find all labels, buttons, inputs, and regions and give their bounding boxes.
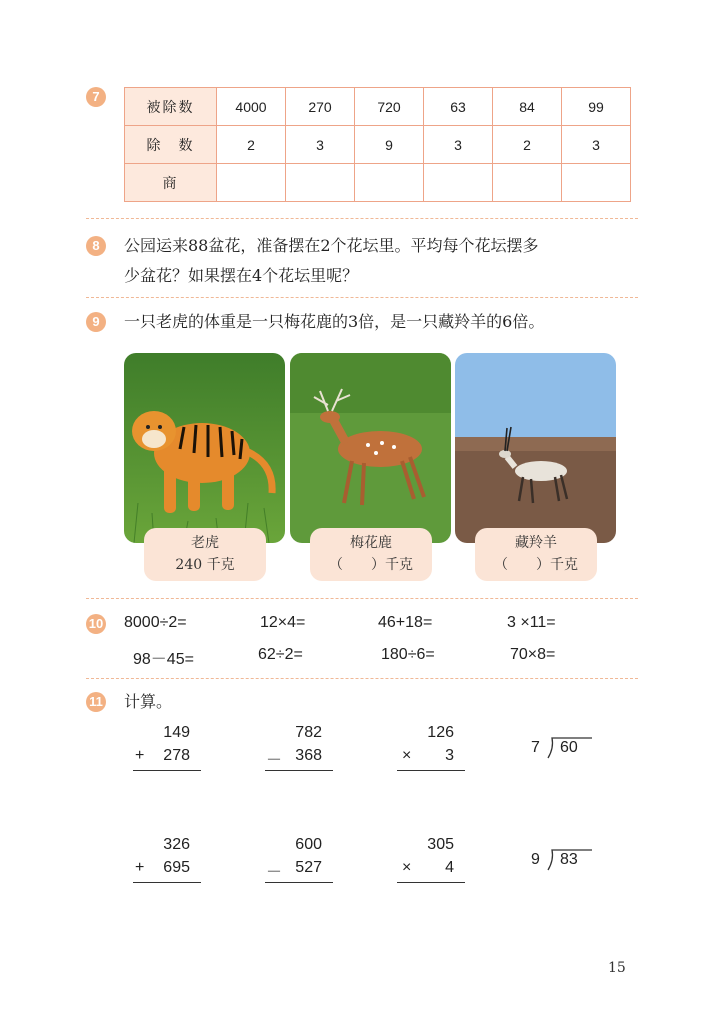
page-number: 15: [608, 960, 626, 976]
oral-calc-item: 98－45=: [133, 651, 194, 668]
answer-cell[interactable]: [493, 164, 562, 202]
table-cell: 2: [493, 126, 562, 164]
question-11-title: 计算。: [124, 692, 173, 711]
table-cell: 4000: [217, 88, 286, 126]
table-cell: 84: [493, 88, 562, 126]
calc-underline: [397, 882, 465, 883]
times-sign: ×: [402, 747, 412, 764]
divisor: 7: [531, 739, 540, 756]
deer-weight-blank[interactable]: （ ）千克: [329, 557, 413, 573]
antelope-weight-blank[interactable]: （ ）千克: [494, 557, 578, 573]
quotient-label: 商: [125, 164, 217, 202]
deer-name: 梅花鹿: [350, 535, 392, 551]
oral-calc-item: 46+18=: [378, 614, 433, 631]
section-divider: [86, 598, 638, 599]
calc-underline: [133, 770, 201, 771]
table-row: [125, 88, 631, 126]
question-9-badge: 9: [86, 312, 106, 332]
tiger-weight: 240 千克: [175, 557, 235, 573]
deer-caption: [310, 528, 432, 581]
question-10-badge: 10: [86, 614, 106, 634]
sika-deer-photo: [290, 353, 451, 543]
calc-bottom-number: 278: [163, 747, 190, 764]
answer-cell[interactable]: [217, 164, 286, 202]
antelope-caption: [475, 528, 597, 581]
question-11-badge: 11: [86, 692, 106, 712]
minus-sign: －: [266, 752, 283, 769]
question-8-badge: 8: [86, 236, 106, 256]
table-cell: 3: [286, 126, 355, 164]
tibetan-antelope-photo: [455, 353, 616, 543]
calc-bottom-number: 695: [163, 859, 190, 876]
calc-top-number: 149: [163, 724, 190, 741]
calc-top-number: 326: [163, 836, 190, 853]
dividend: 83: [560, 851, 578, 868]
table-cell: 720: [355, 88, 424, 126]
table-cell: 2: [217, 126, 286, 164]
oral-calc-item: 180÷6=: [381, 646, 435, 663]
calc-bottom-number: 527: [295, 859, 322, 876]
antelope-name: 藏羚羊: [515, 535, 557, 551]
answer-cell[interactable]: [424, 164, 493, 202]
table-cell: 3: [562, 126, 631, 164]
divisor-label: 除 数: [125, 126, 217, 164]
table-cell: 99: [562, 88, 631, 126]
tiger-photo: [124, 353, 285, 543]
tiger-name: 老虎: [191, 535, 219, 551]
calc-bottom-number: 368: [295, 747, 322, 764]
calc-bottom-number: 4: [445, 859, 454, 876]
table-cell: 270: [286, 88, 355, 126]
table-cell: 9: [355, 126, 424, 164]
section-divider: [86, 218, 638, 219]
calc-underline: [265, 882, 333, 883]
answer-cell[interactable]: [562, 164, 631, 202]
section-divider: [86, 297, 638, 298]
answer-cell[interactable]: [286, 164, 355, 202]
oral-calc-item: 3 ×11=: [507, 614, 556, 631]
calc-top-number: 126: [427, 724, 454, 741]
calc-underline: [397, 770, 465, 771]
table-cell: 63: [424, 88, 493, 126]
question-8-line-1: 公园运来88盆花，准备摆在2个花坛里。平均每个花坛摆多: [124, 236, 539, 255]
table-row: [125, 126, 631, 164]
oral-calc-item: 12×4=: [260, 614, 306, 631]
calc-top-number: 600: [295, 836, 322, 853]
question-9-text: 一只老虎的体重是一只梅花鹿的3倍，是一只藏羚羊的6倍。: [124, 312, 545, 331]
calc-top-number: 305: [427, 836, 454, 853]
calc-underline: [265, 770, 333, 771]
table-row: [125, 164, 631, 202]
plus-sign: +: [135, 747, 145, 764]
dividend: 60: [560, 739, 578, 756]
oral-calc-item: 62÷2=: [258, 646, 303, 663]
calc-top-number: 782: [295, 724, 322, 741]
dividend-label: 被除数: [125, 88, 217, 126]
division-table: [124, 87, 631, 202]
section-divider: [86, 678, 638, 679]
question-7-badge: 7: [86, 87, 106, 107]
tiger-caption: [144, 528, 266, 581]
oral-calc-item: 8000÷2=: [124, 614, 187, 631]
answer-cell[interactable]: [355, 164, 424, 202]
calc-underline: [133, 882, 201, 883]
table-cell: 3: [424, 126, 493, 164]
times-sign: ×: [402, 859, 412, 876]
divisor: 9: [531, 851, 540, 868]
question-8-line-2: 少盆花？如果摆在4个花坛里呢？: [124, 266, 359, 285]
plus-sign: +: [135, 859, 145, 876]
oral-calc-item: 70×8=: [510, 646, 556, 663]
question-8-text: [124, 231, 644, 291]
minus-sign: －: [266, 864, 283, 881]
calc-bottom-number: 3: [445, 747, 454, 764]
